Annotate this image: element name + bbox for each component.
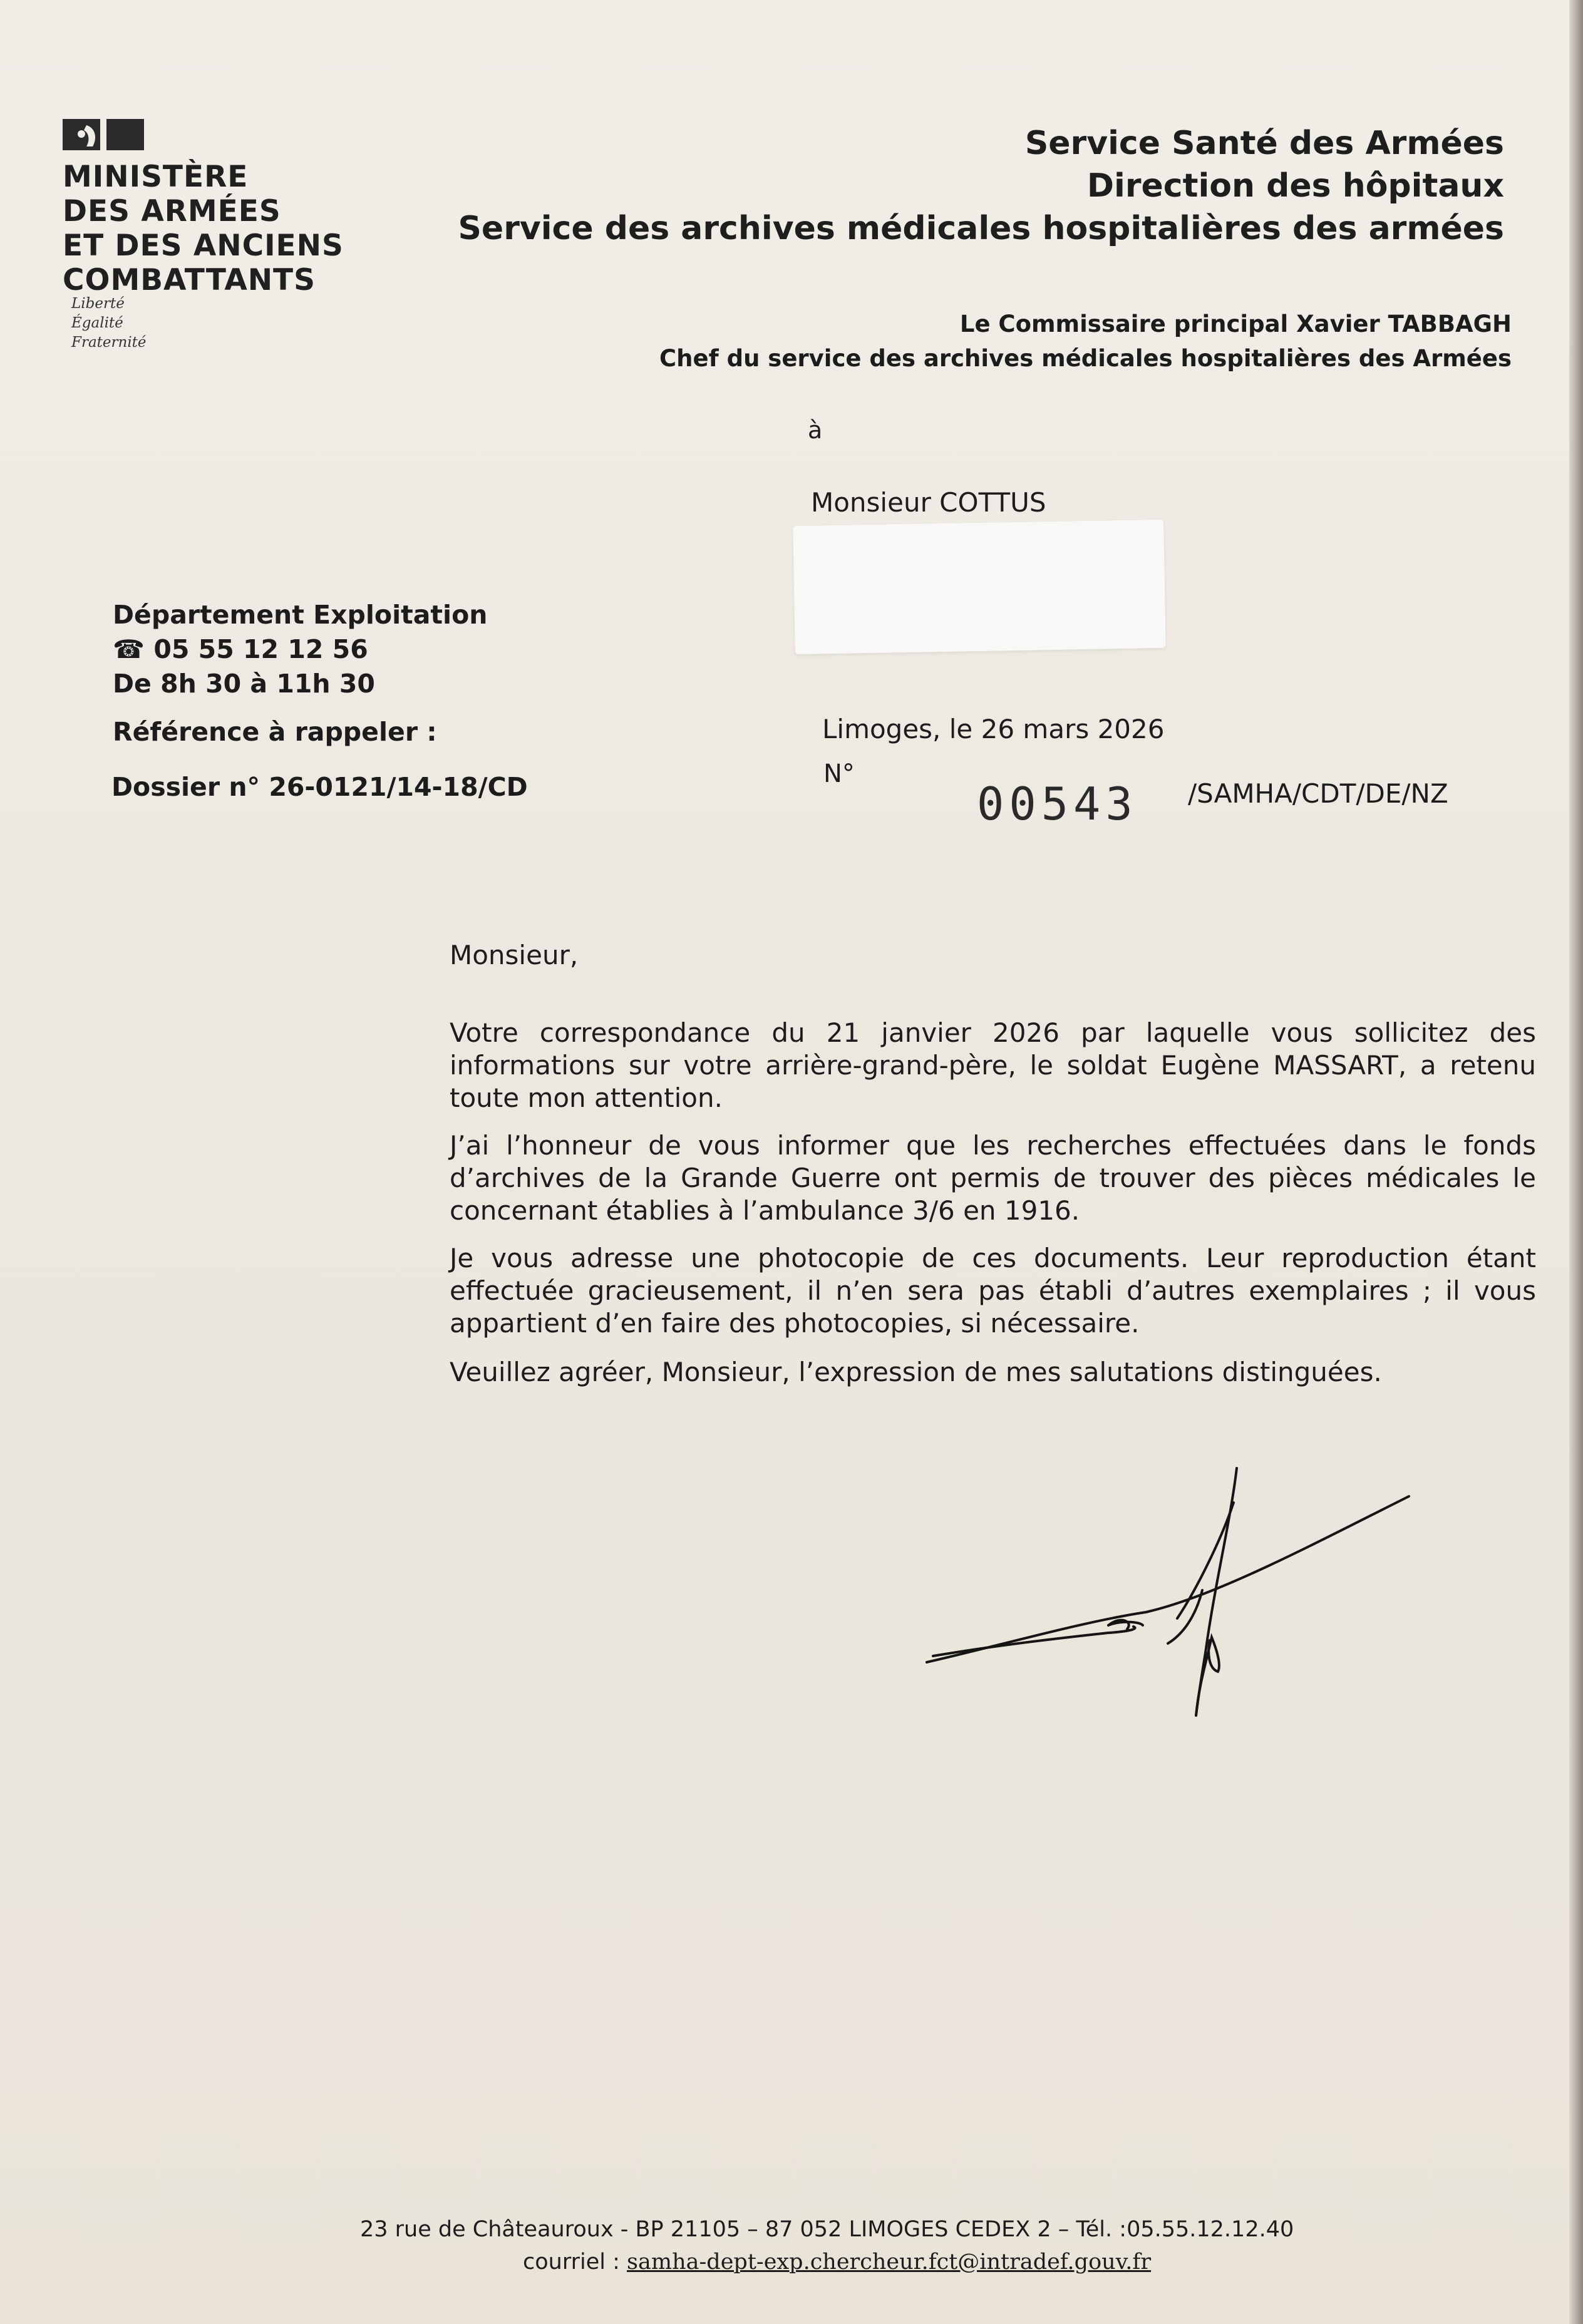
redacted-address bbox=[793, 520, 1165, 654]
ministry-line: MINISTÈRE bbox=[63, 160, 249, 194]
salutation: Monsieur, bbox=[450, 940, 579, 970]
ministry-line: DES ARMÉES bbox=[63, 194, 281, 229]
reference-label: Référence à rappeler : bbox=[113, 717, 437, 747]
footer bbox=[360, 2213, 1294, 2278]
phone-number: ☎ 05 55 12 12 56 bbox=[113, 634, 368, 664]
ministry-name bbox=[63, 160, 344, 297]
paragraph: Je vous adresse une photocopie de ces documents. Leur reproduction étant effectuée gracieusement, il n’en sera pas établi d’autres exemplaires ; il vous appartient d’en faire des photocopies, si nécessaire. bbox=[450, 1243, 1536, 1339]
marianne-logo-icon bbox=[63, 119, 144, 150]
handwritten-signature bbox=[920, 1465, 1415, 1728]
place-date: Limoges, le 26 mars 2026 bbox=[822, 714, 1165, 744]
motto-line: Égalité bbox=[71, 315, 123, 331]
closing-formula: Veuillez agréer, Monsieur, l’expression de mes salutations distinguées. bbox=[450, 1357, 1382, 1387]
ministry-line: COMBATTANTS bbox=[63, 263, 316, 297]
header-line: Service Santé des Armées bbox=[1024, 125, 1504, 162]
motto-line: Liberté bbox=[71, 296, 125, 312]
department-name: Département Exploitation bbox=[113, 600, 488, 630]
office-hours: De 8h 30 à 11h 30 bbox=[113, 669, 375, 699]
contact-block bbox=[113, 598, 487, 701]
paragraph: Votre correspondance du 21 janvier 2026 par laquelle vous sollicitez des informations sur votre arrière-grand-père, le soldat Eugène MASSART, a retenu toute mon attention. bbox=[450, 1017, 1536, 1113]
signatory-title: Chef du service des archives médicales hospitalières des Armées bbox=[659, 345, 1512, 372]
ministry-line: ET DES ANCIENS bbox=[63, 229, 344, 263]
footer-address: 23 rue de Châteauroux - BP 21105 – 87 052 LIMOGES CEDEX 2 – Tél. :05.55.12.12.40 bbox=[360, 2217, 1294, 2242]
letter-body bbox=[450, 939, 1536, 1404]
dossier-number: Dossier n° 26-0121/14-18/CD bbox=[111, 772, 528, 802]
header-line: Direction des hôpitaux bbox=[1086, 167, 1504, 205]
number-suffix: /SAMHA/CDT/DE/NZ bbox=[1188, 778, 1448, 809]
number-label: N° bbox=[823, 759, 855, 788]
email-label: courriel : bbox=[523, 2249, 620, 2275]
header-line: Service des archives médicales hospitalières des armées bbox=[458, 210, 1504, 247]
stamped-number: 00543 bbox=[977, 778, 1138, 830]
motto-line: Fraternité bbox=[71, 334, 147, 351]
page-edge-shadow bbox=[1569, 0, 1583, 2324]
email-link[interactable]: samha-dept-exp.chercheur.fct@intradef.gouv.fr bbox=[627, 2249, 1152, 2275]
recipient-name: Monsieur COTTUS bbox=[811, 487, 1046, 518]
signatory-block bbox=[659, 307, 1512, 376]
service-header bbox=[458, 122, 1504, 250]
recipient-prefix: à bbox=[808, 416, 823, 444]
footer-email-line bbox=[360, 2246, 1294, 2278]
republic-motto bbox=[71, 294, 147, 352]
signatory-name: Le Commissaire principal Xavier TABBAGH bbox=[959, 311, 1512, 337]
paragraph: J’ai l’honneur de vous informer que les recherches effectuées dans le fonds d’archives de la Grande Guerre ont permis de trouver des pièces médicales le concernant établies à l’ambulance 3/6 en 1916. bbox=[450, 1130, 1536, 1226]
